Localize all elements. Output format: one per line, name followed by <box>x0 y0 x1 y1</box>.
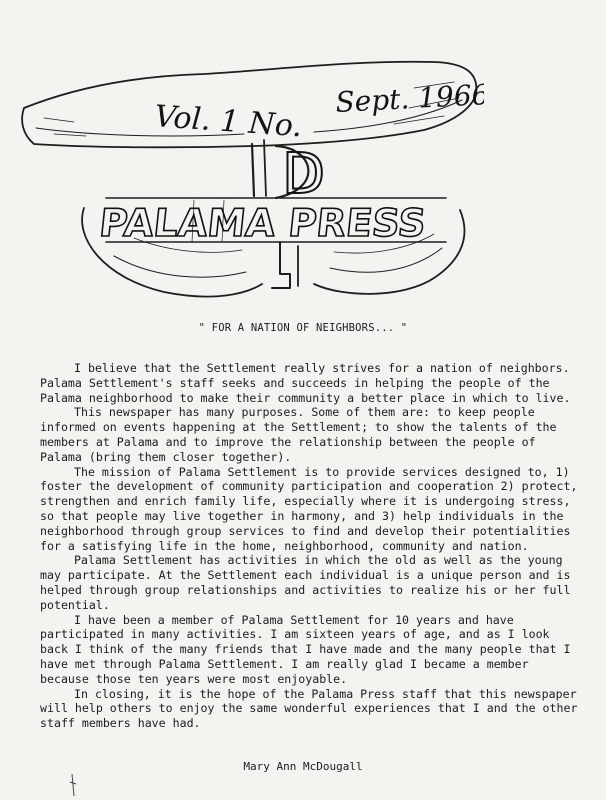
article-body <box>40 361 580 731</box>
tagline: " FOR A NATION OF NEIGHBORS... " <box>198 322 408 334</box>
issue-date-handwritten: Sept. 1966 <box>334 77 484 119</box>
article-paragraph: In closing, it is the hope of the Palama Press staff that this newspaper will help others to enjoy the same wonderful experiences that I and the other staff members have had. <box>40 686 578 731</box>
article-paragraph: The mission of Palama Settlement is to provide services designed to, 1) foster the development of community participation and cooperation 2) protect, strengthen and enrich family life, especially where it is undergoing stress, so that people may live together in harmony, and 3) help individuals in the neighborhood through group services to find and develop their potentialities for a satisfying life in the home, neighborhood, community and nation. <box>40 464 578 553</box>
article-paragraph: I believe that the Settlement really strives for a nation of neighbors. Palama Settlement's staff seeks and succeeds in helping the people of the Palama neighborhood to make their community a better place in which to live. <box>40 361 571 405</box>
logo-letter: D <box>282 142 326 207</box>
winged-logo <box>14 48 484 316</box>
masthead <box>14 48 484 316</box>
newsletter-title: PALAMA PRESS <box>97 201 426 245</box>
author-signature: Mary Ann McDougall <box>243 760 363 773</box>
article-paragraph: I have been a member of Palama Settlement for 10 years and have participated in many activities. I am sixteen years of age, and as I look back I think of the many friends that I have made and the many people that I have met through Palama Settlement. I am really glad I became a member because those ten years were most enjoyable. <box>40 612 571 686</box>
article-paragraph: Palama Settlement has activities in which the old as well as the young may participate. At the Settlement each individual is a unique person and is helped through group relationships and activities to realize his or her full potential. <box>40 553 571 612</box>
article-paragraph: This newspaper has many purposes. Some of them are: to keep people informed on events happening at the Settlement; to show the talents of the members at Palama and to improve the relationship between the people of Palama (bring them closer together). <box>40 405 557 464</box>
pen-mark <box>60 772 90 798</box>
volume-number-handwritten: Vol. 1 No. <box>153 99 304 145</box>
